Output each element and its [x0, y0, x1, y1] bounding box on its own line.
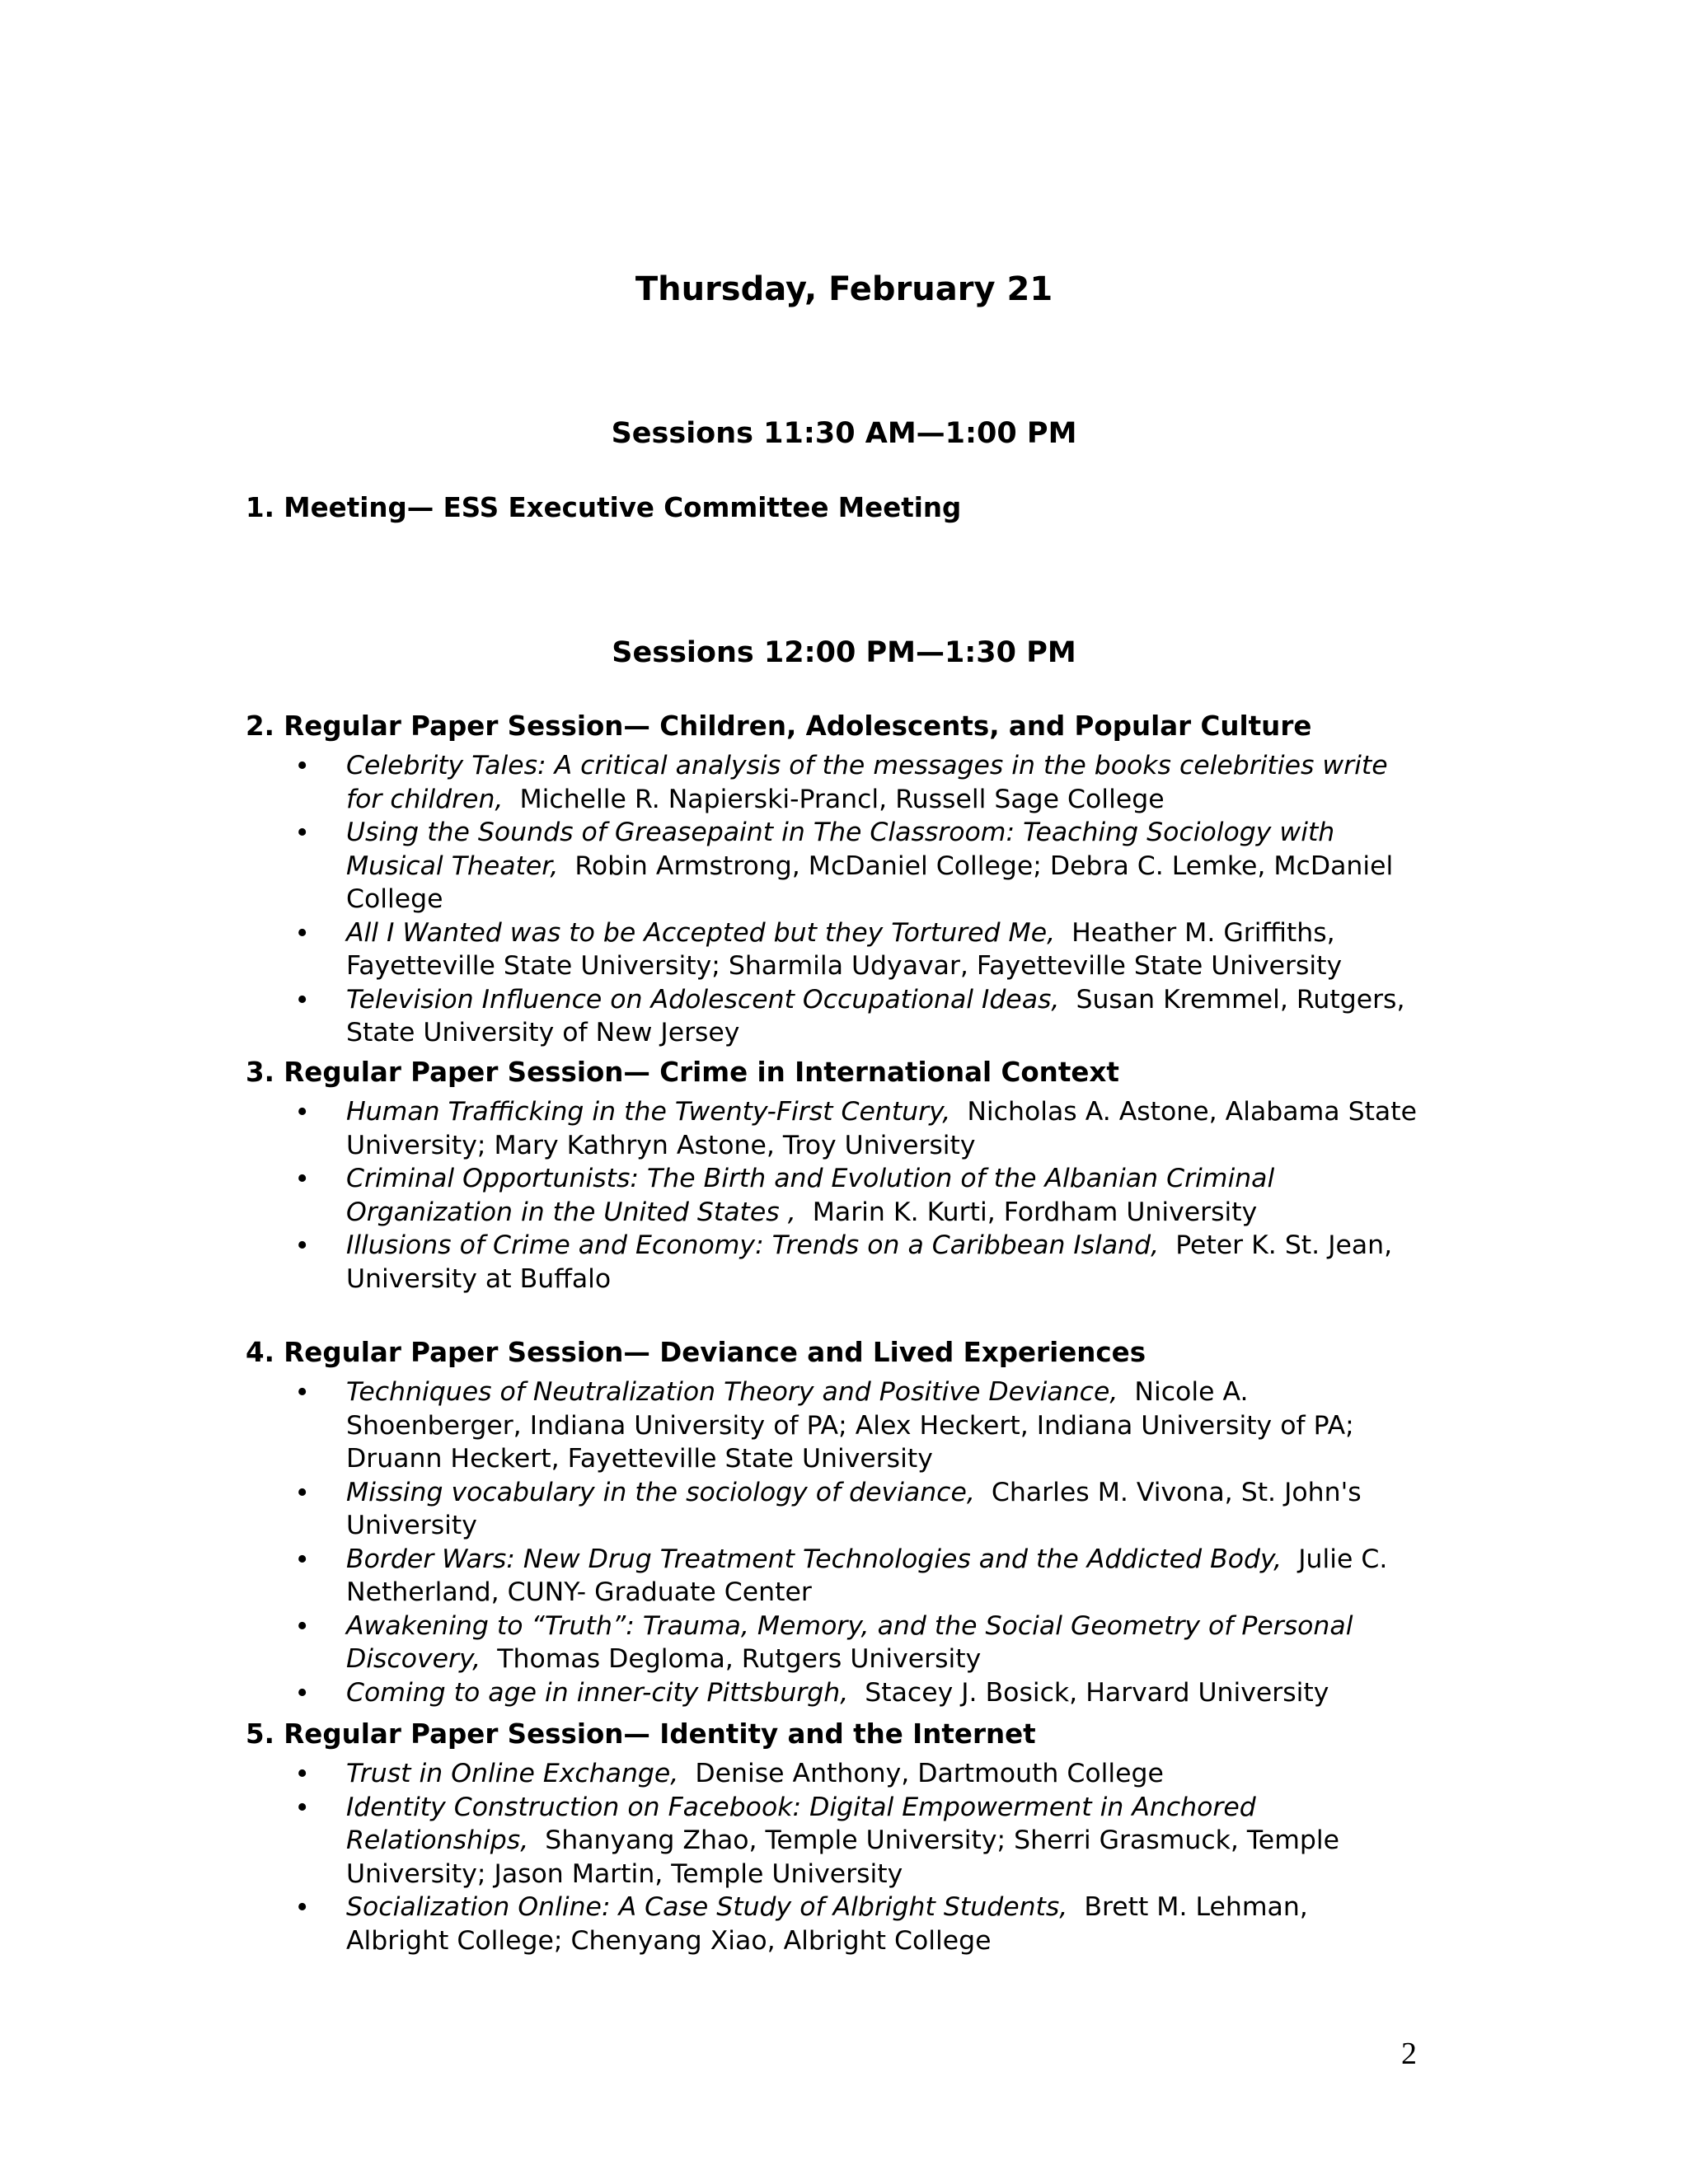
- paper-list-item: [246, 1676, 1418, 1710]
- paper-authors: Julie C. Netherland, CUNY- Graduate Center: [346, 1544, 1388, 1607]
- session-item: [246, 1056, 1449, 1296]
- paper-list: [246, 1376, 1449, 1709]
- paper-title: Coming to age in inner-city Pittsburgh,: [346, 1677, 849, 1708]
- paper-title: Using the Sounds of Greasepaint in The Classroom: Teaching Sociology with Musical Theater,: [346, 818, 1335, 881]
- paper-title: Trust in Online Exchange,: [346, 1759, 679, 1788]
- paper-authors: Marin K. Kurti, Fordham University: [812, 1197, 1258, 1227]
- session-item: [246, 491, 1449, 524]
- session-heading: Sessions 11:30 AM—1:00 PM: [611, 417, 1077, 450]
- session-item: [246, 1336, 1449, 1709]
- paper-list-item: [246, 1791, 1418, 1891]
- session-heading: Sessions 12:00 PM—1:30 PM: [612, 636, 1076, 669]
- paper-authors: Denise Anthony, Dartmouth College: [695, 1759, 1164, 1788]
- paper-authors: Nicholas A. Astone, Alabama State University; Mary Kathryn Astone, Troy University: [346, 1097, 1417, 1160]
- paper-title: Techniques of Neutralization Theory and Positive Deviance,: [346, 1377, 1118, 1407]
- paper-authors: Nicole A. Shoenberger, Indiana University of PA; Alex Heckert, Indiana University of PA; Druann Heckert, Fayetteville State University: [346, 1377, 1354, 1474]
- paper-authors: Thomas Degloma, Rutgers University: [497, 1644, 982, 1674]
- session-item-title: 5. Regular Paper Session— Identity and the Internet: [246, 1718, 1036, 1750]
- paper-list-item: [246, 983, 1418, 1050]
- session-item: [246, 1718, 1449, 1957]
- paper-authors: Brett M. Lehman, Albright College; Chenyang Xiao, Albright College: [346, 1892, 1308, 1956]
- paper-list-item: [246, 1229, 1418, 1296]
- paper-list: [246, 749, 1449, 1050]
- paper-title: Illusions of Crime and Economy: Trends on a Caribbean Island,: [346, 1230, 1160, 1260]
- paper-title: Border Wars: New Drug Treatment Technologies and the Addicted Body,: [346, 1544, 1282, 1574]
- session-item: [246, 710, 1449, 1050]
- paper-authors: Heather M. Griffiths, Fayetteville State University; Sharmila Udyavar, Fayetteville State University: [346, 917, 1343, 981]
- session-item-title: 2. Regular Paper Session— Children, Adolescents, and Popular Culture: [246, 710, 1312, 742]
- page-title: Thursday, February 21: [635, 270, 1053, 308]
- paper-list-item: [246, 1757, 1418, 1791]
- paper-list-item: [246, 1891, 1418, 1957]
- paper-title: Identity Construction on Facebook: Digital Empowerment in Anchored Relationships,: [346, 1792, 1256, 1855]
- paper-authors: Charles M. Vivona, St. John's University: [346, 1477, 1362, 1540]
- paper-authors: Robin Armstrong, McDaniel College; Debra C. Lemke, McDaniel College: [346, 851, 1394, 914]
- paper-list: [246, 1757, 1449, 1957]
- session-item-title: 1. Meeting— ESS Executive Committee Meeting: [246, 492, 962, 523]
- paper-title: Missing vocabulary in the sociology of deviance,: [346, 1477, 975, 1507]
- paper-list-item: [246, 816, 1418, 916]
- paper-list-item: [246, 1095, 1418, 1162]
- paper-authors: Peter K. St. Jean, University at Buffalo: [346, 1230, 1393, 1294]
- paper-list-item: [246, 1162, 1418, 1229]
- page-number: 2: [1401, 2036, 1417, 2071]
- paper-title: Socialization Online: A Case Study of Albright Students,: [346, 1892, 1068, 1922]
- paper-list-item: [246, 1376, 1418, 1476]
- paper-list-item: [246, 916, 1418, 983]
- paper-title: Awakening to “Truth”: Trauma, Memory, and the Social Geometry of Personal Discovery,: [346, 1610, 1353, 1674]
- paper-list-item: [246, 1543, 1418, 1610]
- paper-list-item: [246, 1610, 1418, 1676]
- paper-authors: Stacey J. Bosick, Harvard University: [865, 1677, 1329, 1708]
- paper-list-item: [246, 1476, 1418, 1543]
- paper-title: Celebrity Tales: A critical analysis of the messages in the books celebrities write for children,: [346, 751, 1388, 814]
- paper-list-item: [246, 749, 1418, 816]
- paper-title: Criminal Opportunists: The Birth and Evolution of the Albanian Criminal Organization in the United States ,: [346, 1164, 1275, 1227]
- session-item-title: 4. Regular Paper Session— Deviance and Lived Experiences: [246, 1337, 1146, 1368]
- paper-authors: Shanyang Zhao, Temple University; Sherri Grasmuck, Temple University; Jason Martin, Temple University: [346, 1825, 1339, 1889]
- paper-title: Human Trafficking in the Twenty-First Century,: [346, 1097, 951, 1127]
- paper-title: Television Influence on Adolescent Occupational Ideas,: [346, 984, 1060, 1015]
- paper-title: All I Wanted was to be Accepted but they Tortured Me,: [346, 917, 1056, 948]
- paper-list: [246, 1095, 1449, 1296]
- paper-authors: Susan Kremmel, Rutgers, State University of New Jersey: [346, 984, 1405, 1047]
- paper-authors: Michelle R. Napierski-Prancl, Russell Sage College: [519, 784, 1165, 814]
- session-item-title: 3. Regular Paper Session— Crime in International Context: [246, 1057, 1119, 1088]
